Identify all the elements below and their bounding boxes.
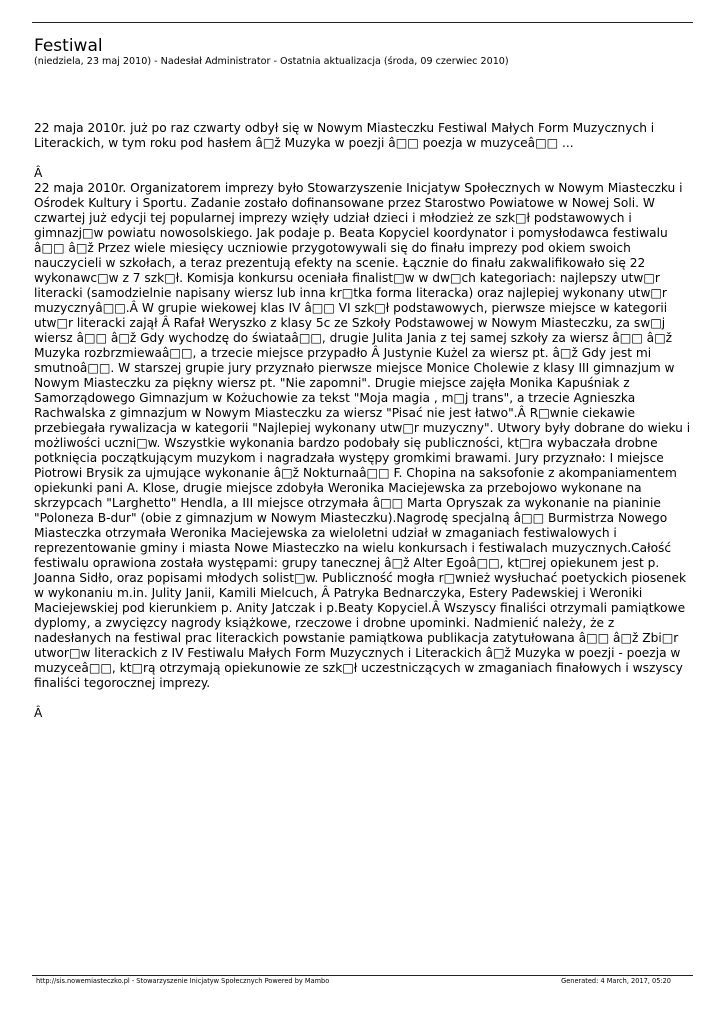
top-divider	[32, 22, 693, 23]
article-content	[34, 121, 694, 691]
footer-divider	[32, 975, 693, 976]
article-header	[34, 36, 694, 68]
article-meta: (niedziela, 23 maj 2010) - Nadesłał Administrator - Ostatnia aktualizacja (środa, 09 czerwiec 2010)	[34, 56, 509, 67]
footer-generated: Generated: 4 March, 2017, 05:20	[561, 977, 671, 985]
footer-site-info: http://sis.nowemiasteczko.pl - Stowarzyszenie Inicjatyw Społecznych Powered by Mambo	[36, 977, 330, 985]
stray-glyph: Â	[34, 166, 43, 180]
article-intro: 22 maja 2010r. już po raz czwarty odbył się w Nowym Miasteczku Festiwal Małych Form Muzycznych i Literackich, w tym roku pod hasłem â□ž Muzyka w poezji â□□ poezja w muzyceâ□□ ...	[34, 121, 655, 150]
trailing-stray-glyph: Â	[34, 706, 43, 720]
article-title: Festiwal	[34, 36, 103, 56]
article-body: 22 maja 2010r. Organizatorem imprezy było Stowarzyszenie Inicjatyw Społecznych w Nowym Miasteczku i Ośrodek Kultury i Sportu. Zadanie zostało dofinansowane przez Starostwo Powiatowe w Nowej Soli. W czwartej już edycji tej popularnej imprezy wzięły udział dzieci i młodzież ze szk□ł podstawowych i gimnazj□w powiatu nowosolskiego. Jak podaje p. Beata Kopyciel koordynator i pomysłodawca festiwalu â□□ â□ž Przez wiele miesięcy uczniowie przygotowywali się do finału imprezy pod okiem swoich nauczycieli w szkołach, a teraz prezentują efekty na scenie. Łącznie do finału zakwalifikowało się 22 wykonawc□w z 7 szk□ł. Komisja konkursu oceniała finalist□w w dw□ch kategoriach: najlepszy utw□r literacki (samodzielnie napisany wiersz lub inna kr□tka forma literacka) oraz najlepiej wykonany utw□r muzycznyâ□□.Â W grupie wiekowej klas IV â□□ VI szk□ł podstawowych, pierwsze miejsce w kategorii utw□r literacki zajął Â Rafał Weryszko z klasy 5c ze Szkoły Podstawowej w Nowym Miasteczku, za sw□j wiersz â□□ â□ž Gdy wychodzę do świataâ□□, drugie Julita Jania z tej samej szkoły za wiersz â□□ â□ž Muzyka rozbrzmiewaâ□□, a trzecie miejsce przypadło Â Justynie Kużel za wiersz pt. â□ž Gdy jest mi smutnoâ□□. W starszej grupie jury przyznało pierwsze miejsce Monice Cholewie z klasy III gimnazjum w Nowym Miasteczku za piękny wiersz pt. "Nie zapomni". Drugie miejsce zajęła Monika Kapuśniak z Samorządowego Gimnazjum w Kożuchowie za tekst "Moja magia , m□j trans", a trzecie Agnieszka Rachwalska z gimnazjum w Nowym Miasteczku za wiersz "Pisać nie jest łatwo".Â R□wnie ciekawie przebiegała rywalizacja w kategorii "Najlepiej wykonany utw□r muzyczny". Utwory były dobrane do wieku i możliwości uczni□w. Wszystkie wykonania bardzo podobały się publiczności, kt□ra wybaczała drobne potknięcia początkującym muzykom i nagradzała występy gromkimi brawami. Jury przyznało: I miejsce Piotrowi Brysik za ujmujące wykonanie â□ž Nokturnaâ□□ F. Chopina na saksofonie z akompaniamentem opiekunki pani A. Klose, drugie miejsce zdobyła Weronika Maciejewska za przebojowo wykonane na skrzypcach "Larghetto" Hendla, a III miejsce otrzymała â□□ Marta Opryszak za wykonanie na pianinie "Poloneza B-dur" (obie z gimnazjum w Nowym Miasteczku).Nagrodę specjalną â□□ Burmistrza Nowego Miasteczka otrzymała Weronika Maciejewska za wieloletni udział w zmaganiach festiwalowych i reprezentowanie gminy i miasta Nowe Miasteczko na wielu konkursach i festiwalach muzycznych.Całość festiwalu oprawiona została występami: grupy tanecznej â□ž Alter Egoâ□□, kt□rej opiekunem jest p. Joanna Sidło, oraz popisami młodych solist□w. Publiczność mogła r□wnież wysłuchać poetyckich piosenek w wykonaniu m.in. Julity Janii, Kamili Mielcuch, Â Patryka Bednarczyka, Estery Padewskiej i Weroniki Maciejewskiej pod kierunkiem p. Anity Jatczak i p.Beaty Kopyciel.Â Wszyscy finaliści otrzymali pamiątkowe dyplomy, a zwycięzcy nagrody książkowe, rzeczowe i drobne upominki. Nadmienić należy, że z nadesłanych na festiwal prac literackich powstanie pamiątkowa publikacja zatytułowana â□□ â□ž Zbi□r utwor□w literackich z IV Festiwalu Małych Form Muzycznych i Literackich â□ž Muzyka w poezji - poezja w muzyceâ□□, kt□rą otrzymają opiekunowie ze szk□ł uczestniczących w zmaganiach finałowych i wszyscy finaliści tegorocznej imprezy.	[34, 181, 691, 690]
